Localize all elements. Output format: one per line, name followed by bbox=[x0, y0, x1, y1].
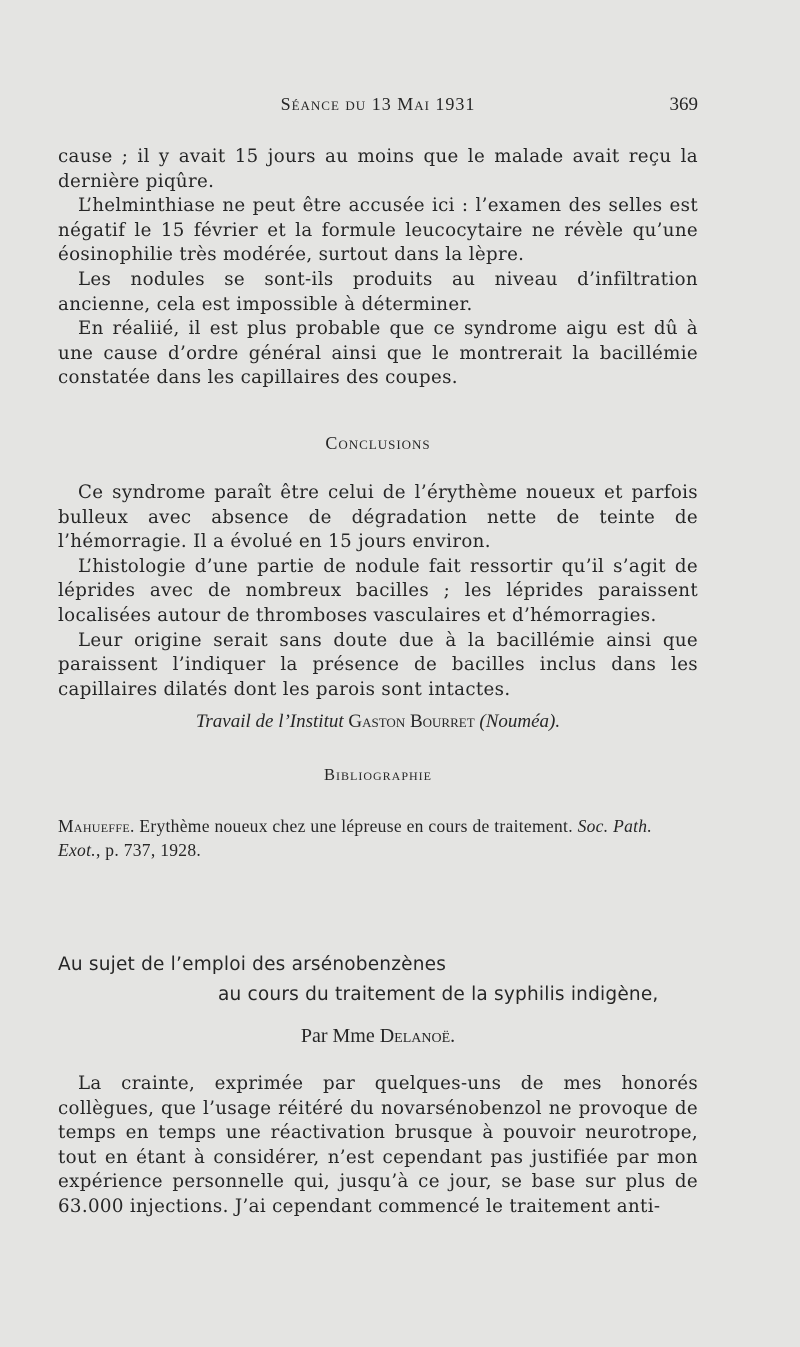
page-header bbox=[58, 94, 698, 124]
conclusion-paragraph-2: L’histologie d’une partie de nodule fait ressortir qu’il s’agit de léprides avec de nombreux bacilles ; les léprides paraissent localisées autour de thromboses vasculaires et d’hémorragies. bbox=[58, 555, 698, 626]
article-title bbox=[58, 950, 698, 1010]
running-head: Séance du 13 Mai 1931 bbox=[280, 94, 476, 114]
signature-work-of: Travail de l’Institut bbox=[195, 711, 344, 732]
biblio-author: Mahueffe. bbox=[58, 816, 135, 836]
article-title-line-1: Au sujet de l’emploi des arsénobenzènes bbox=[58, 954, 447, 975]
biblio-title: Erythème noueux chez une lépreuse en cours de traitement. bbox=[139, 816, 573, 836]
article-body bbox=[58, 1072, 698, 1220]
article-paragraph-1: La crainte, exprimée par quelques-uns de mes honorés collègues, que l’usage réitéré du novarsénobenzol ne provoque de temps en temps une réactivation brusque à pouvoir neurotrope, tout en étant à considérer, n’est cependant pas justifiée par mon expérience personnelle qui, jusqu’à ce jour, se base sur plus de 63.000 injections. J’ai cependant commencé le traitement anti- bbox=[58, 1073, 698, 1217]
paragraph-3: Les nodules se sont-ils produits au niveau d’infiltration ancienne, cela est impossible à déterminer. bbox=[58, 268, 698, 315]
article-byline bbox=[58, 1025, 698, 1048]
conclusions-body bbox=[58, 481, 698, 702]
bibliography-heading: Bibliographie bbox=[324, 765, 432, 784]
conclusion-paragraph-1: Ce syndrome paraît être celui de l’érythème noueux et parfois bulleux avec absence de dégradation nette de teinte de l’hémorragie. Il a évolué en 15 jours environ. bbox=[58, 482, 698, 553]
byline-name: Delanoë. bbox=[379, 1025, 456, 1047]
biblio-journal: Soc. Path. Exot. bbox=[58, 816, 653, 860]
paragraph-1: cause ; il y avait 15 jours au moins que le malade avait reçu la dernière piqûre. bbox=[58, 146, 698, 192]
signature-author: Gaston Bourret bbox=[348, 711, 475, 732]
byline-prefix: Par Mme bbox=[300, 1025, 375, 1047]
signature-place: (Nouméa). bbox=[479, 711, 561, 732]
section-1-body bbox=[58, 145, 698, 391]
article-title-line-2: au cours du traitement de la syphilis indigène, bbox=[218, 984, 659, 1005]
conclusion-paragraph-3: Leur origine serait sans doute due à la bacillémie ainsi que paraissent l’indiquer la présence de bacilles inclus dans les capillaires dilatés dont les parois sont intactes. bbox=[58, 629, 698, 700]
biblio-ref: , p. 737, 1928. bbox=[95, 840, 202, 860]
page-number: 369 bbox=[669, 94, 698, 115]
paragraph-4: En réaliié, il est plus probable que ce syndrome aigu est dû à une cause d’ordre général ainsi que le montrerait la bacillémie constatée dans les capillaires des coupes. bbox=[58, 318, 698, 389]
signature bbox=[58, 711, 698, 733]
paragraph-2: L’helminthiase ne peut être accusée ici : l’examen des selles est négatif le 15 février et la formule leucocytaire ne révèle qu’une éosinophilie très modérée, surtout dans la lèpre. bbox=[58, 195, 698, 266]
bibliography-entry bbox=[58, 814, 698, 862]
conclusions-heading: Conclusions bbox=[325, 433, 431, 453]
